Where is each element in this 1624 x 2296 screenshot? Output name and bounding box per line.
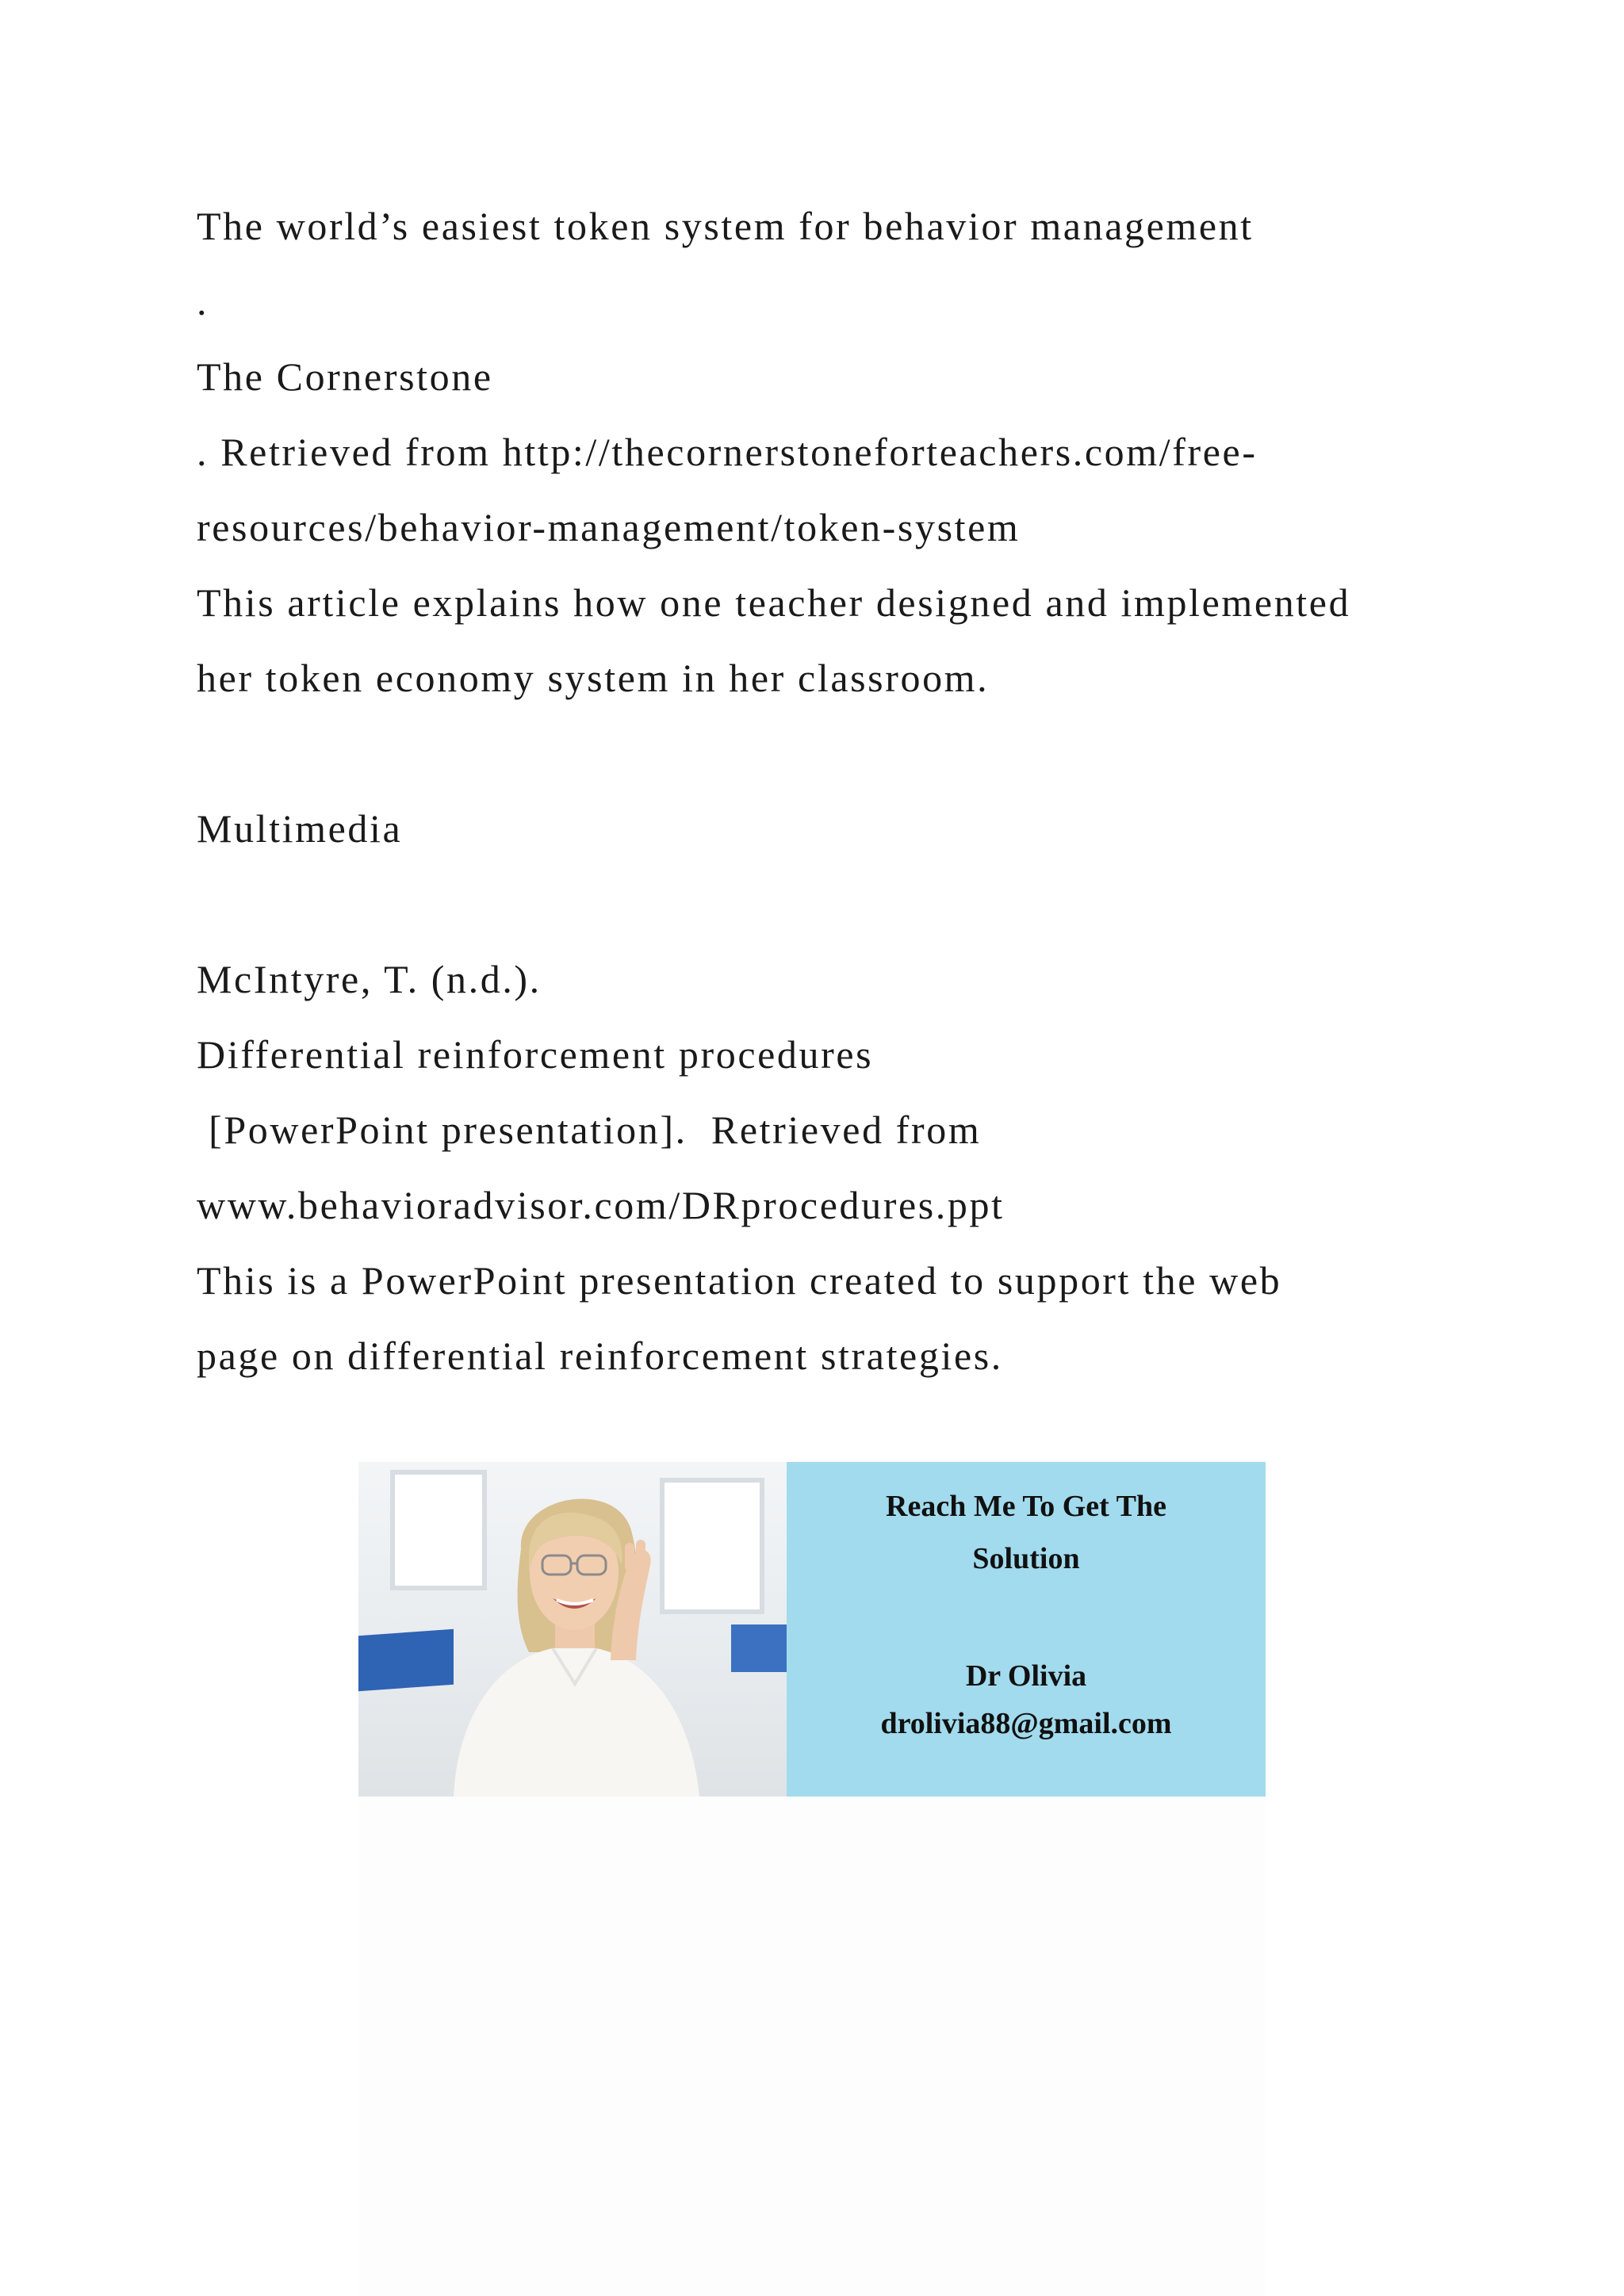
section-heading-multimedia: Multimedia xyxy=(197,806,403,851)
banner-contact-email[interactable]: drolivia88@gmail.com xyxy=(880,1707,1172,1740)
reference-annotation-line-1: This article explains how one teacher designed and implemented xyxy=(197,580,1351,625)
woman-illustration xyxy=(358,1462,787,1797)
blank-line xyxy=(197,716,1497,791)
reference-annotation-line-2: her token economy system in her classroom. xyxy=(197,656,990,700)
multimedia-title-line: Differential reinforcement procedures xyxy=(197,1032,874,1077)
multimedia-annotation-line-2: page on differential reinforcement strategies. xyxy=(197,1334,1003,1378)
reference-text-block xyxy=(197,189,1497,1394)
blank-lower-panel xyxy=(358,1797,1266,2296)
banner-contact-name: Dr Olivia xyxy=(965,1659,1087,1693)
contact-info-panel xyxy=(787,1462,1266,1797)
reference-source-line: The Cornerstone xyxy=(197,354,493,399)
reference-retrieved-line: . Retrieved from http://thecornerstoneforteachers.com/free- xyxy=(197,430,1258,474)
multimedia-url-line: www.behavioradvisor.com/DRprocedures.ppt xyxy=(197,1183,1005,1227)
reference-period-line: . xyxy=(197,279,209,323)
multimedia-annotation-line-1: This is a PowerPoint presentation created to support the web xyxy=(197,1258,1282,1303)
woman-photo xyxy=(358,1462,787,1797)
blank-line xyxy=(197,867,1497,942)
contact-banner xyxy=(358,1462,1266,1797)
banner-headline-line-2: Solution xyxy=(972,1542,1080,1575)
multimedia-author-line: McIntyre, T. (n.d.). xyxy=(197,957,542,1001)
banner-headline-line-1: Reach Me To Get The xyxy=(886,1490,1166,1523)
reference-url-line: resources/behavior-management/token-system xyxy=(197,505,1021,549)
reference-title-line: The world’s easiest token system for behavior management xyxy=(197,204,1254,248)
multimedia-format-line: [PowerPoint presentation]. Retrieved from xyxy=(197,1108,982,1152)
